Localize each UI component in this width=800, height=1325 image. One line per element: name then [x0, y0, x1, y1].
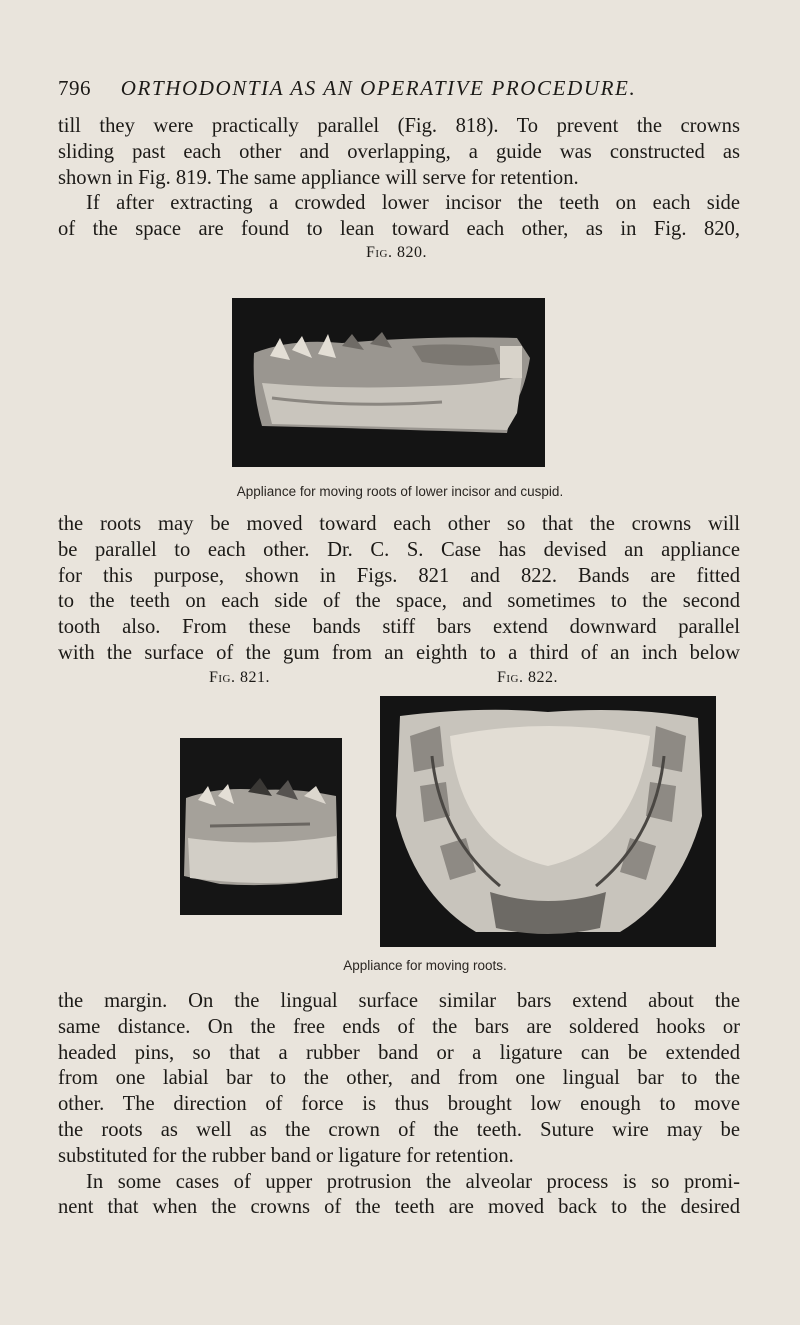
figure-822-photo — [380, 696, 716, 947]
text-line: If after extracting a crowded lower incisor the teeth on each side — [86, 192, 740, 215]
text-line: headed pins, so that a rubber band or a ligature can be extended — [58, 1041, 740, 1064]
text-line: nent that when the crowns of the teeth are moved back to the desired — [58, 1196, 740, 1219]
text-line: of the space are found to lean toward each other, as in Fig. 820, — [58, 218, 740, 241]
text-line: substituted for the rubber band or ligature for retention. — [58, 1144, 514, 1167]
figure-820-label: Fig. 820. — [366, 244, 428, 261]
paragraph-3 — [58, 989, 740, 1221]
text-line: for this purpose, shown in Figs. 821 and 822. Bands are fitted — [58, 564, 740, 587]
figure-820-photo — [232, 298, 545, 467]
figure-820-caption: Appliance for moving roots of lower incisor and cuspid. — [236, 484, 564, 499]
paragraph-2 — [58, 512, 740, 667]
text-line: till they were practically parallel (Fig. 818). To prevent the crowns — [58, 115, 740, 137]
text-line: other. The direction of force is thus brought low enough to move — [58, 1093, 740, 1116]
text-line: the margin. On the lingual surface similar bars extend about the — [58, 990, 740, 1012]
figure-822-label: Fig. 822. — [497, 669, 559, 686]
figures-821-822-caption: Appliance for moving roots. — [343, 958, 507, 973]
paragraph-1 — [58, 114, 740, 243]
text-line: In some cases of upper protrusion the alveolar process is so promi- — [86, 1170, 740, 1193]
text-line: same distance. On the free ends of the bars are soldered hooks or — [58, 1015, 740, 1038]
text-line: with the surface of the gum from an eighth to a third of an inch below — [58, 641, 740, 664]
running-title: ORTHODONTIA AS AN OPERATIVE PROCEDURE. — [120, 76, 637, 100]
text-line: to the teeth on each side of the space, and sometimes to the second — [58, 590, 740, 613]
figure-821-label: Fig. 821. — [209, 669, 271, 686]
figure-821-photo — [180, 738, 342, 915]
page-number: 796 — [58, 76, 91, 100]
text-line: sliding past each other and overlapping, a guide was constructed as — [58, 140, 740, 163]
text-line: the roots may be moved toward each other so that the crowns will — [58, 513, 740, 535]
text-line: from one labial bar to the other, and from one lingual bar to the — [58, 1067, 740, 1090]
text-line: tooth also. From these bands stiff bars extend downward parallel — [58, 616, 740, 639]
text-line: shown in Fig. 819. The same appliance will serve for retention. — [58, 166, 579, 189]
text-line: be parallel to each other. Dr. C. S. Case has devised an appliance — [58, 538, 740, 561]
text-line: the roots as well as the crown of the teeth. Suture wire may be — [58, 1118, 740, 1141]
running-header — [58, 76, 758, 101]
